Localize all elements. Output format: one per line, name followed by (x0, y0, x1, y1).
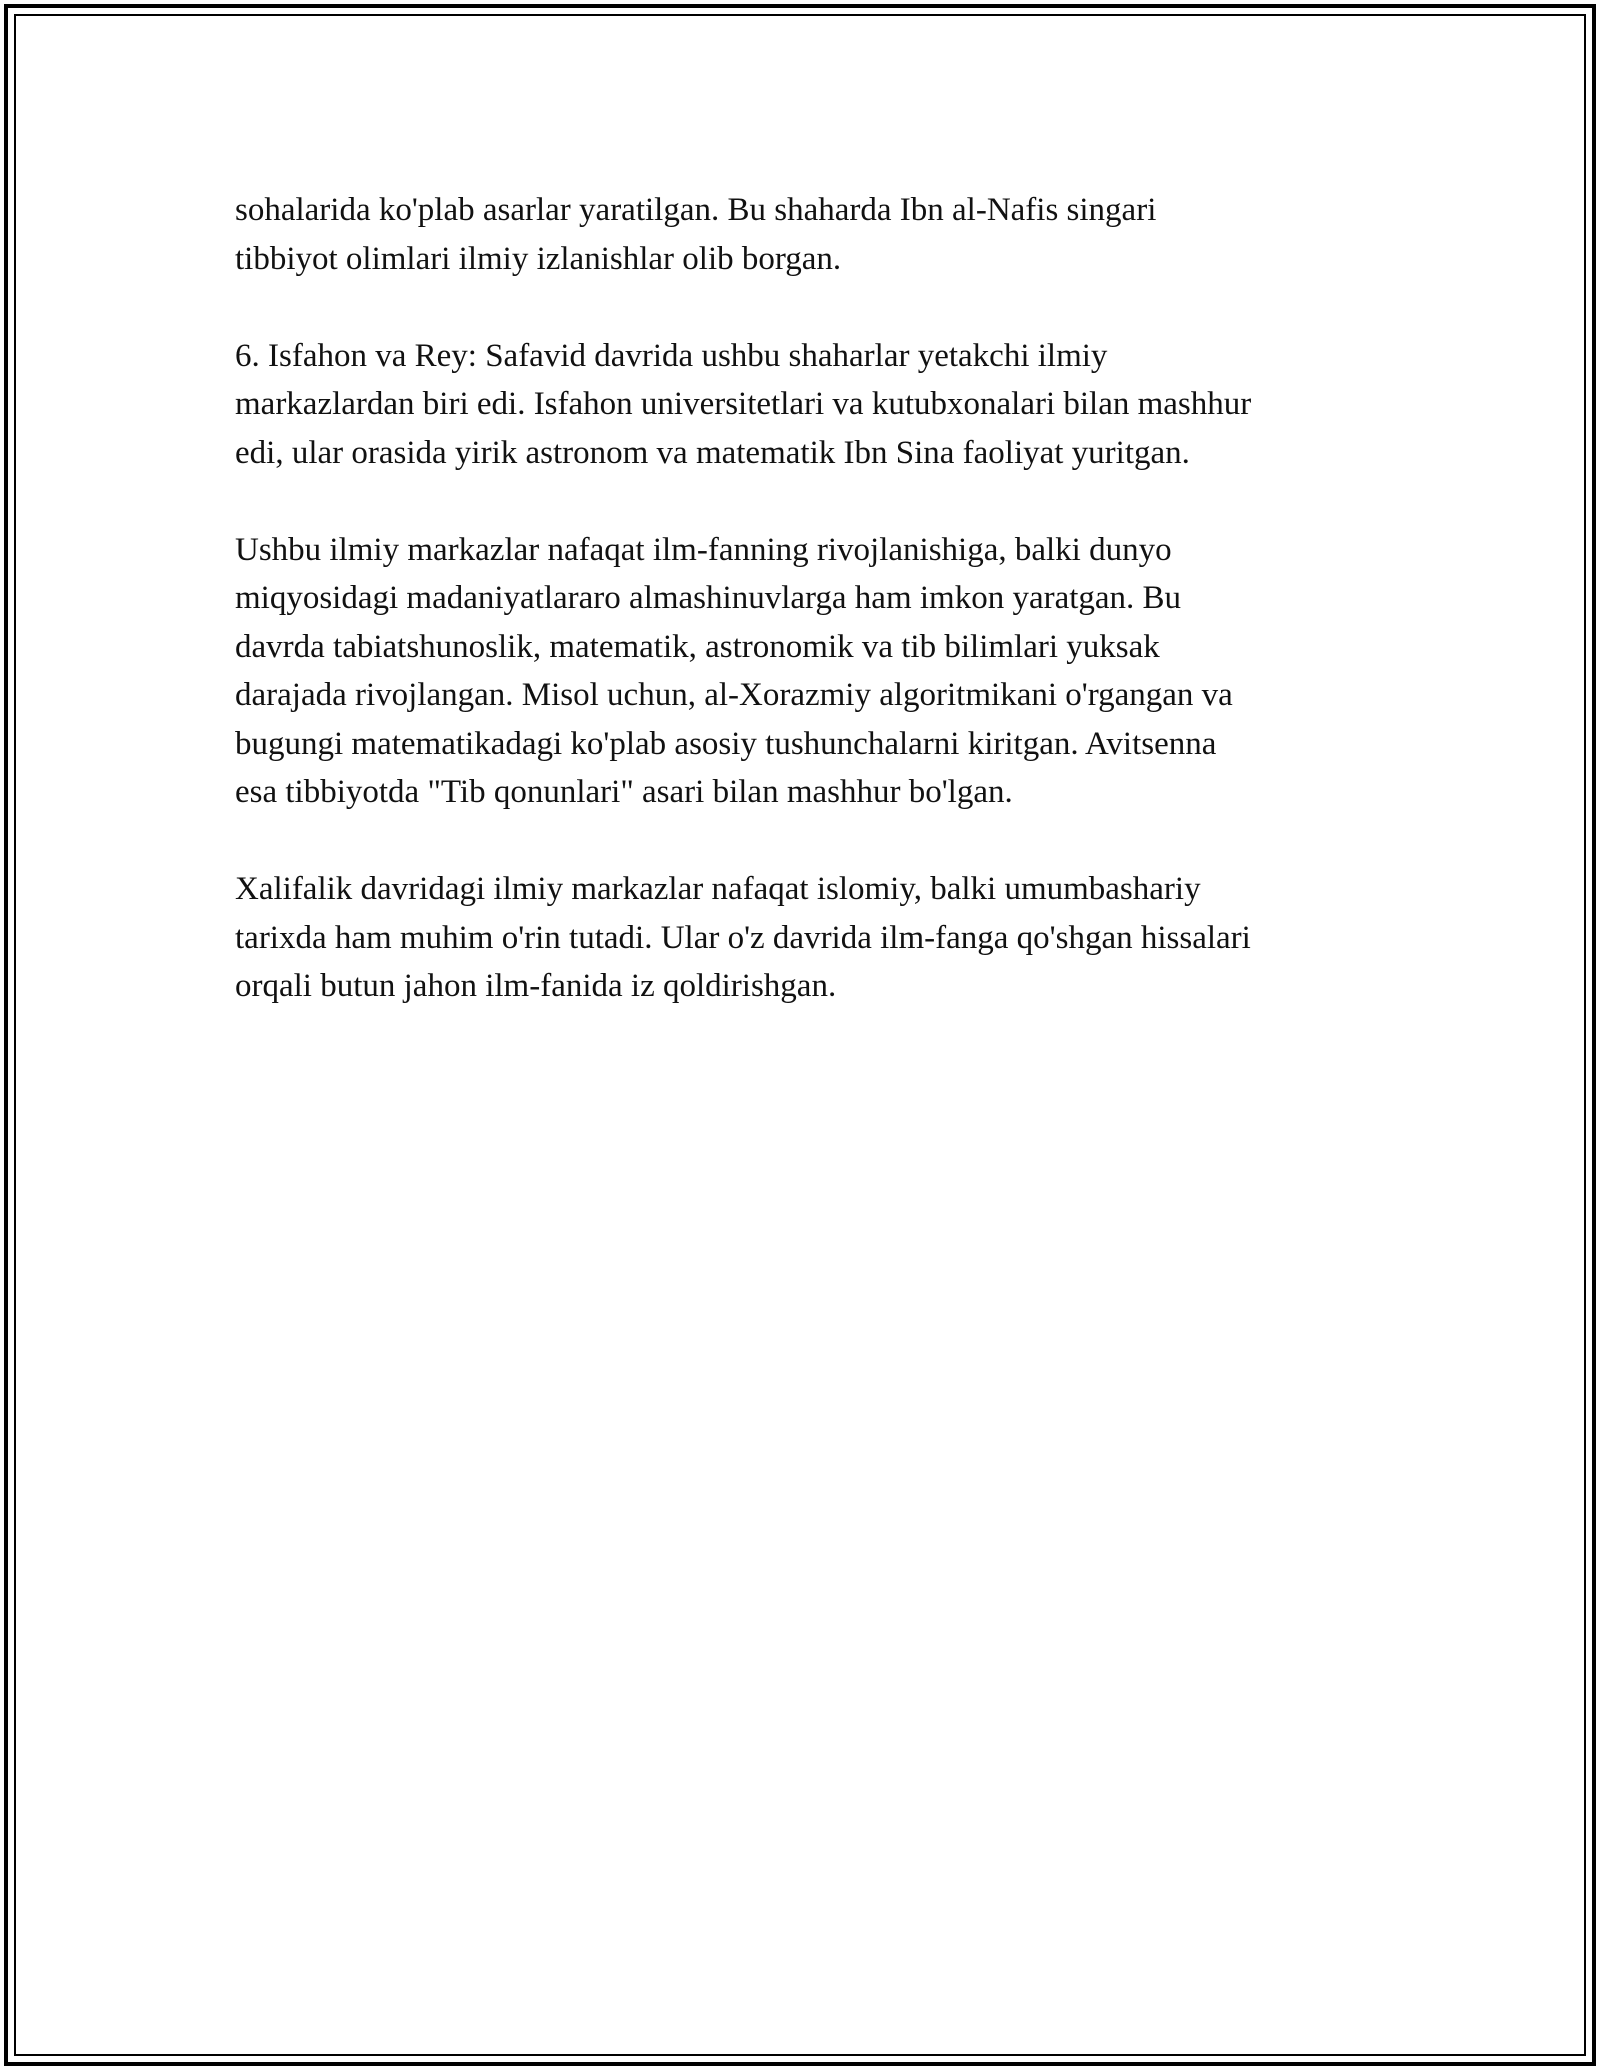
paragraph-conclusion (235, 865, 1385, 1011)
text-line: markazlardan biri edi. Isfahon universitetlari va kutubxonalari bilan mashhur (235, 386, 1252, 422)
text-line: miqyosidagi madaniyatlararo almashinuvlarga ham imkon yaratgan. Bu (235, 580, 1182, 616)
text-line: Xalifalik davridagi ilmiy markazlar nafaqat islomiy, balki umumbashariy (235, 871, 1201, 907)
text-line: darajada rivojlangan. Misol uchun, al-Xorazmiy algoritmikani o'rgangan va (235, 677, 1233, 713)
text-line: tibbiyot olimlari ilmiy izlanishlar olib borgan. (235, 240, 842, 277)
text-line: bugungi matematikadagi ko'plab asosiy tushunchalarni kiritgan. Avitsenna (235, 725, 1217, 762)
paragraph-isfahon-rey (235, 332, 1385, 478)
document-body (235, 186, 1385, 1059)
text-line: sohalarida ko'plab asarlar yaratilgan. Bu shaharda Ibn al-Nafis singari (235, 192, 1157, 228)
text-line: Ushbu ilmiy markazlar nafaqat ilm-fanning rivojlanishiga, balki dunyo (235, 531, 1172, 568)
text-line: tarixda ham muhim o'rin tutadi. Ular o'z davrida ilm-fanga qo'shgan hissalari (235, 919, 1251, 956)
paragraph-medical-scholars (235, 186, 1385, 283)
text-line: edi, ular orasida yirik astronom va matematik Ibn Sina faoliyat yuritgan. (235, 434, 1190, 471)
text-line: davrda tabiatshunoslik, matematik, astronomik va tib bilimlari yuksak (235, 628, 1160, 665)
text-line: orqali butun jahon ilm-fanida iz qoldirishgan. (235, 968, 837, 1004)
text-line: esa tibbiyotda "Tib qonunlari" asari bilan mashhur bo'lgan. (235, 774, 1013, 810)
paragraph-scientific-centers (235, 526, 1385, 817)
text-line: 6. Isfahon va Rey: Safavid davrida ushbu shaharlar yetakchi ilmiy (235, 337, 1108, 374)
